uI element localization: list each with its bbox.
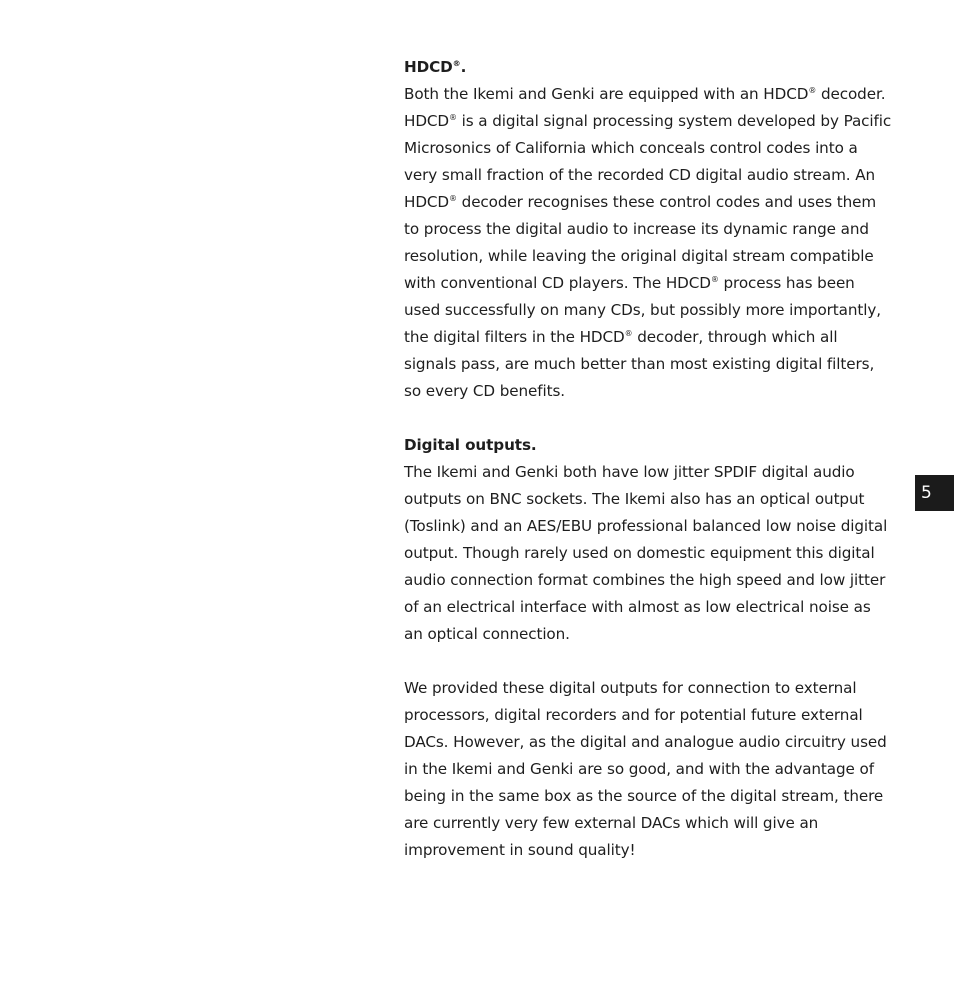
- page-number: 5: [921, 483, 932, 503]
- heading-suffix: .: [460, 58, 467, 76]
- digital-outputs-paragraph-2: We provided these digital outputs for connection to external processors, digital recorders and for potential future external DACs. However, as the digital and analogue audio circuitry used in the Ikemi and Genki are so good, and with the advantage of being in the same box as the source of the digital stream, there are currently very few external DACs which will give an improvement in sound quality!: [404, 679, 887, 859]
- section-heading-digital-outputs: Digital outputs.: [404, 436, 537, 454]
- text-run: decoder recognises these control codes and uses them to process the digital audio to increase its dynamic range and resolution, while leaving the original digital stream compatible with conventional CD players. The HDCD: [404, 193, 877, 292]
- document-body: [404, 54, 894, 864]
- registered-mark: ®: [710, 275, 719, 284]
- digital-outputs-paragraph-1: The Ikemi and Genki both have low jitter SPDIF digital audio outputs on BNC sockets. The Ikemi also has an optical output (Toslink) and an AES/EBU professional balanced low noise digital output. Though rarely used on domestic equipment this digital audio connection format combines the high speed and low jitter of an electrical interface with almost as low electrical noise as an optical connection.: [404, 463, 888, 643]
- hdcd-paragraph: [404, 81, 894, 405]
- text-run: Both the Ikemi and Genki are equipped with an HDCD: [404, 85, 809, 103]
- registered-mark: ®: [452, 59, 461, 68]
- paragraph-gap: [404, 648, 894, 675]
- page-number-tab: [915, 475, 954, 511]
- registered-mark: ®: [449, 194, 457, 203]
- text-run: decoder. HDCD: [404, 85, 886, 130]
- paragraph-gap: [404, 405, 894, 432]
- text-run: process has been used successfully on many CDs, but possibly more importantly, the digital filters in the HDCD: [404, 274, 881, 346]
- text-run: is a digital signal processing system developed by Pacific Microsonics of California which conceals control codes into a very small fraction of the recorded CD digital audio stream. An HDCD: [404, 112, 892, 211]
- text-run: decoder, through which all signals pass, are much better than most existing digital filters, so every CD benefits.: [404, 328, 875, 400]
- registered-mark: ®: [624, 329, 633, 338]
- heading-text: HDCD: [404, 58, 453, 76]
- registered-mark: ®: [808, 86, 817, 95]
- section-heading-hdcd: [404, 54, 894, 81]
- registered-mark: ®: [449, 113, 457, 122]
